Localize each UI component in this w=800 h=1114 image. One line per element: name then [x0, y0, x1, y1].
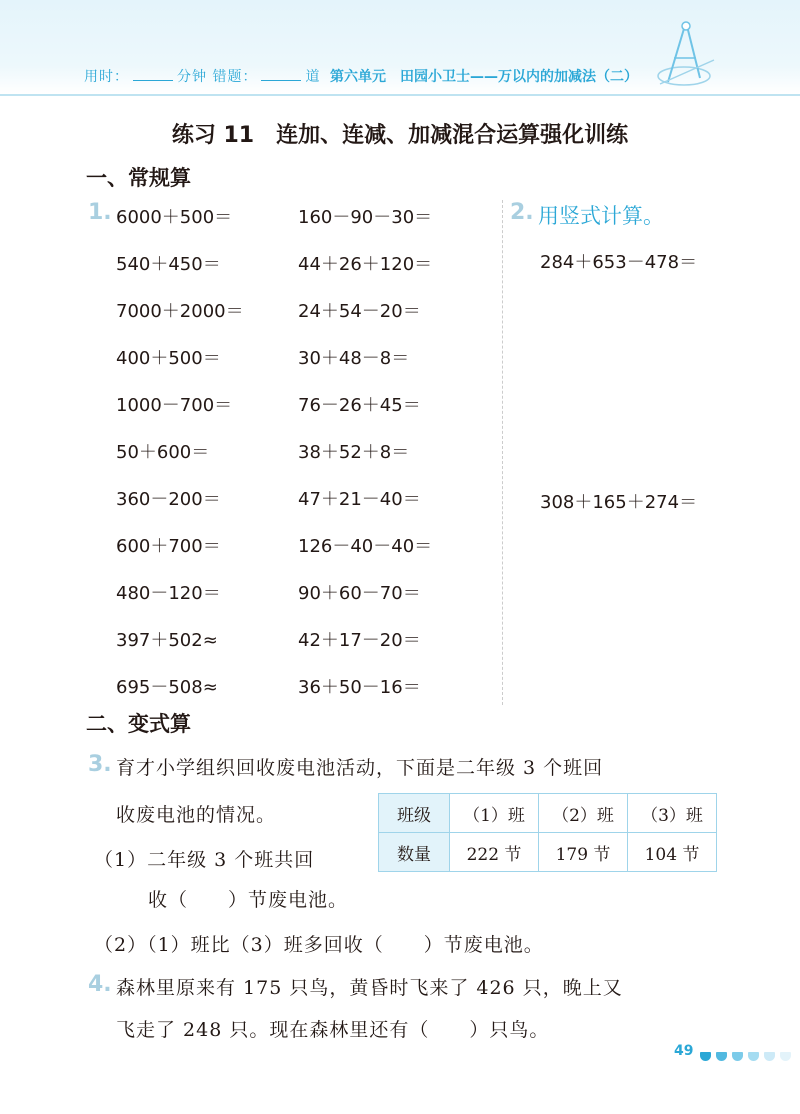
part-2-prefix: （2）（1）班比（3）班多回收（: [94, 934, 384, 956]
col1-equation: 397＋502≈: [116, 630, 218, 651]
table-class-1: （1）班: [450, 794, 539, 833]
col1-equation: 600＋700＝: [116, 536, 221, 557]
page-number: 49: [674, 1043, 694, 1059]
compass-ruler-icon: [656, 18, 716, 92]
part-2-suffix: ）节废电池。: [423, 934, 544, 956]
question-4-text-line-1: 森林里原来有 175 只鸟，黄昏时飞来了 426 只，晚上又: [116, 977, 623, 999]
vertical-calc-equation-2: 308＋165＋274＝: [540, 492, 698, 513]
decoration-dot: [700, 1052, 711, 1061]
col1-equation: 480－120＝: [116, 583, 221, 604]
table-count-1: 222 节: [450, 833, 539, 872]
minute-label: 分钟: [177, 69, 207, 85]
part-1-suffix: ）节废电池。: [228, 889, 349, 911]
col2-equation: 47＋21－40＝: [298, 489, 421, 510]
errors-blank[interactable]: [261, 80, 301, 81]
decoration-dot: [764, 1052, 775, 1061]
col2-equation: 36＋50－16＝: [298, 677, 421, 698]
question-number-4: 4.: [88, 972, 112, 997]
time-blank[interactable]: [133, 80, 173, 81]
col2-equation: 24＋54－20＝: [298, 301, 421, 322]
column-divider: [502, 200, 503, 705]
decoration-dot: [716, 1052, 727, 1061]
question-3-part-2: [94, 930, 544, 957]
page-title: [0, 118, 800, 149]
item-label: 道: [305, 69, 321, 85]
decoration-dot: [732, 1052, 743, 1061]
col1-equation: 540＋450＝: [116, 254, 221, 275]
col2-equation: 76－26＋45＝: [298, 395, 421, 416]
time-label: 用时：: [84, 69, 129, 85]
col2-equation: 126－40－40＝: [298, 536, 433, 557]
table-row: [379, 833, 717, 872]
question-3-part-1-line-1: （1）二年级 3 个班共回: [94, 849, 315, 871]
question-3-text-line-2: 收废电池的情况。: [116, 804, 277, 826]
unit-heading: [330, 66, 638, 86]
col1-equation: 400＋500＝: [116, 348, 221, 369]
exercise-number: 练习 11: [171, 123, 255, 148]
table-class-2: （2）班: [539, 794, 628, 833]
question-2-instruction: 用竖式计算。: [538, 204, 664, 228]
question-number-3: 3.: [88, 752, 112, 777]
col1-equation: 7000＋2000＝: [116, 301, 244, 322]
table-count-2: 179 节: [539, 833, 628, 872]
question-4-text-line-2: [116, 1015, 549, 1042]
col2-equation: 90＋60－70＝: [298, 583, 421, 604]
col1-equation: 50＋600＝: [116, 442, 210, 463]
col2-equation: 160－90－30＝: [298, 207, 433, 228]
part-1-prefix: 收（: [148, 889, 189, 911]
question-number-1: 1.: [88, 200, 112, 225]
question-4-suffix: ）只鸟。: [469, 1019, 550, 1041]
exercise-title: 连加、连减、加减混合运算强化训练: [276, 123, 629, 148]
battery-collection-table: [378, 793, 717, 872]
unit-label: 第六单元: [330, 69, 386, 85]
question-4-prefix: 飞走了 248 只。现在森林里还有（: [116, 1019, 430, 1041]
section-heading-regular: 一、常规算: [86, 166, 191, 190]
question-number-2: 2.: [510, 200, 534, 225]
header-divider: [0, 94, 800, 96]
page-decoration-dots: [700, 1046, 796, 1065]
col2-equation: 38＋52＋8＝: [298, 442, 410, 463]
decoration-dot: [780, 1052, 791, 1061]
unit-title: 田园小卫士——万以内的加减法（二）: [400, 69, 638, 85]
col2-equation: 44＋26＋120＝: [298, 254, 433, 275]
col2-equation: 30＋48－8＝: [298, 348, 410, 369]
table-header-label: 班级: [379, 794, 450, 833]
vertical-calc-equation-1: 284＋653－478＝: [540, 252, 698, 273]
col1-equation: 6000＋500＝: [116, 207, 233, 228]
col1-equation: 1000－700＝: [116, 395, 233, 416]
table-row-label: 数量: [379, 833, 450, 872]
errors-label: 错题：: [212, 69, 258, 85]
question-3-text-line-1: 育才小学组织回收废电池活动，下面是二年级 3 个班回: [116, 757, 604, 779]
table-count-3: 104 节: [628, 833, 717, 872]
decoration-dot: [748, 1052, 759, 1061]
col1-equation: 695－508≈: [116, 677, 218, 698]
question-3-part-1-line-2: [148, 885, 348, 912]
table-class-3: （3）班: [628, 794, 717, 833]
section-heading-variant: 二、变式算: [86, 712, 191, 736]
time-error-record: [84, 66, 320, 86]
col2-equation: 42＋17－20＝: [298, 630, 421, 651]
table-row: [379, 794, 717, 833]
col1-equation: 360－200＝: [116, 489, 221, 510]
